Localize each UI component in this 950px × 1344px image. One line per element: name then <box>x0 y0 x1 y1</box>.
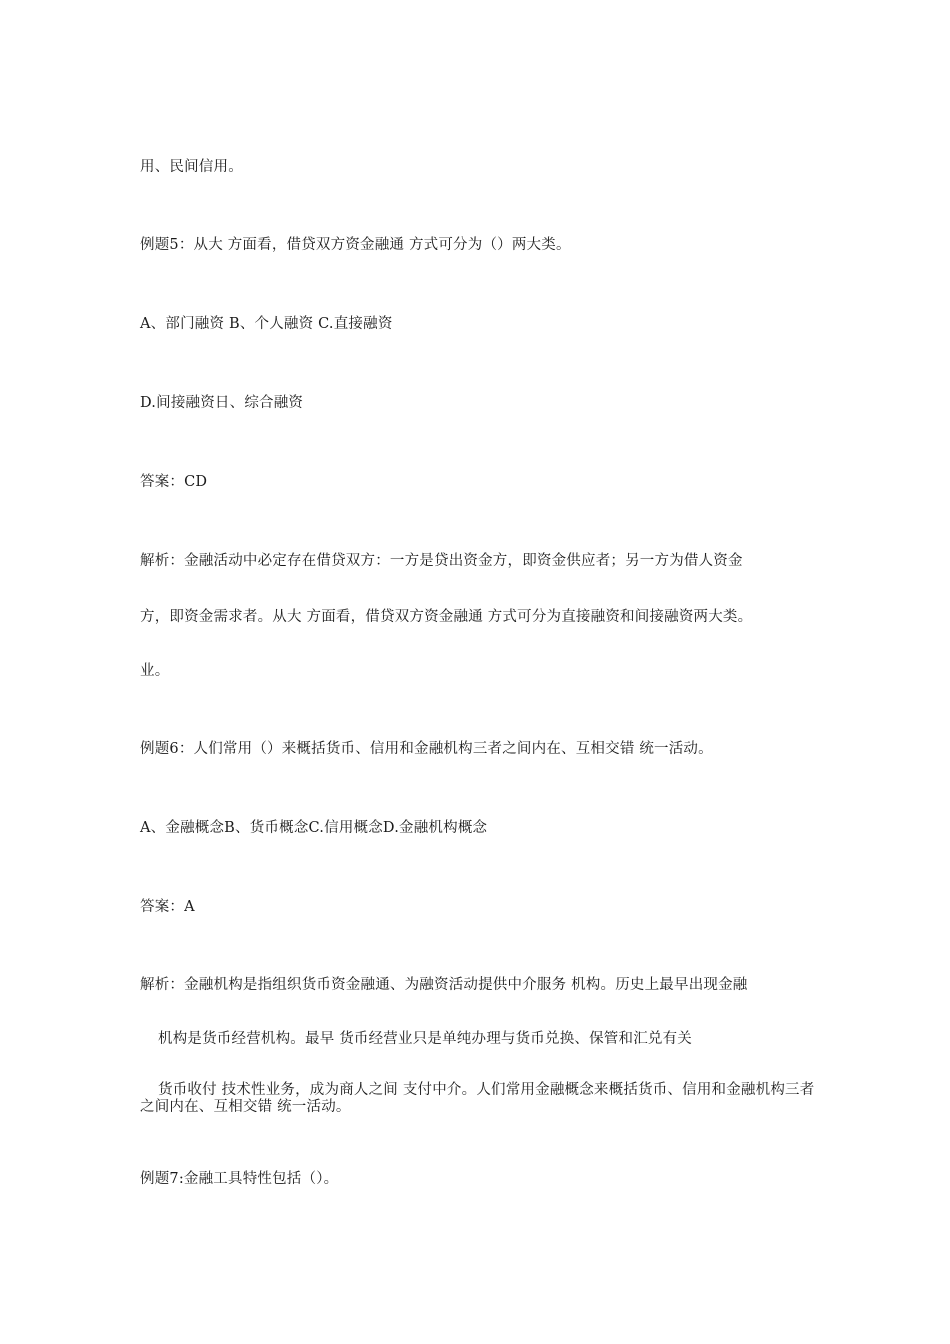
question-6-answer: 答案：A <box>140 899 195 915</box>
question-5-analysis-3: 业。 <box>140 663 170 679</box>
question-5-options-1: A、部门融资 B、个人融资 C.直接融资 <box>140 316 393 332</box>
question-5-answer: 答案：CD <box>140 474 208 490</box>
question-5-options-2: D.间接融资日、综合融资 <box>140 395 304 411</box>
question-6-analysis-3: 货币收付 技术性业务，成为商人之间 支付中介。人们常用金融概念来概括货币、信用和金融机构三者之间内在、互相交错 统一活动。 <box>140 1082 815 1115</box>
question-6-title: 例题6：人们常用（）来概括货币、信用和金融机构三者之间内在、互相交错 统一活动。 <box>140 741 713 757</box>
question-7-title: 例题7:金融工具特性包括（）。 <box>140 1171 339 1187</box>
question-5-analysis-1: 解析：金融活动中必定存在借贷双方：一方是贷出资金方，即资金供应者；另一方为借人资金 <box>140 553 743 569</box>
question-6-analysis-2: 机构是货币经营机构。最早 货币经营业只是单纯办理与货币兑换、保管和汇兑有关 <box>158 1031 693 1047</box>
question-5-analysis-2: 方，即资金需求者。从大 方面看，借贷双方资金融通 方式可分为直接融资和间接融资两大类。 <box>140 609 753 625</box>
question-6-options: A、金融概念B、货币概念C.信用概念D.金融机构概念 <box>140 820 488 836</box>
question-5-title: 例题5：从大 方面看，借贷双方资金融通 方式可分为（）两大类。 <box>140 237 571 253</box>
text-line-1: 用、民间信用。 <box>140 159 243 175</box>
question-6-analysis-1: 解析：金融机构是指组织货币资金融通、为融资活动提供中介服务 机构。历史上最早出现金融 <box>140 977 748 993</box>
